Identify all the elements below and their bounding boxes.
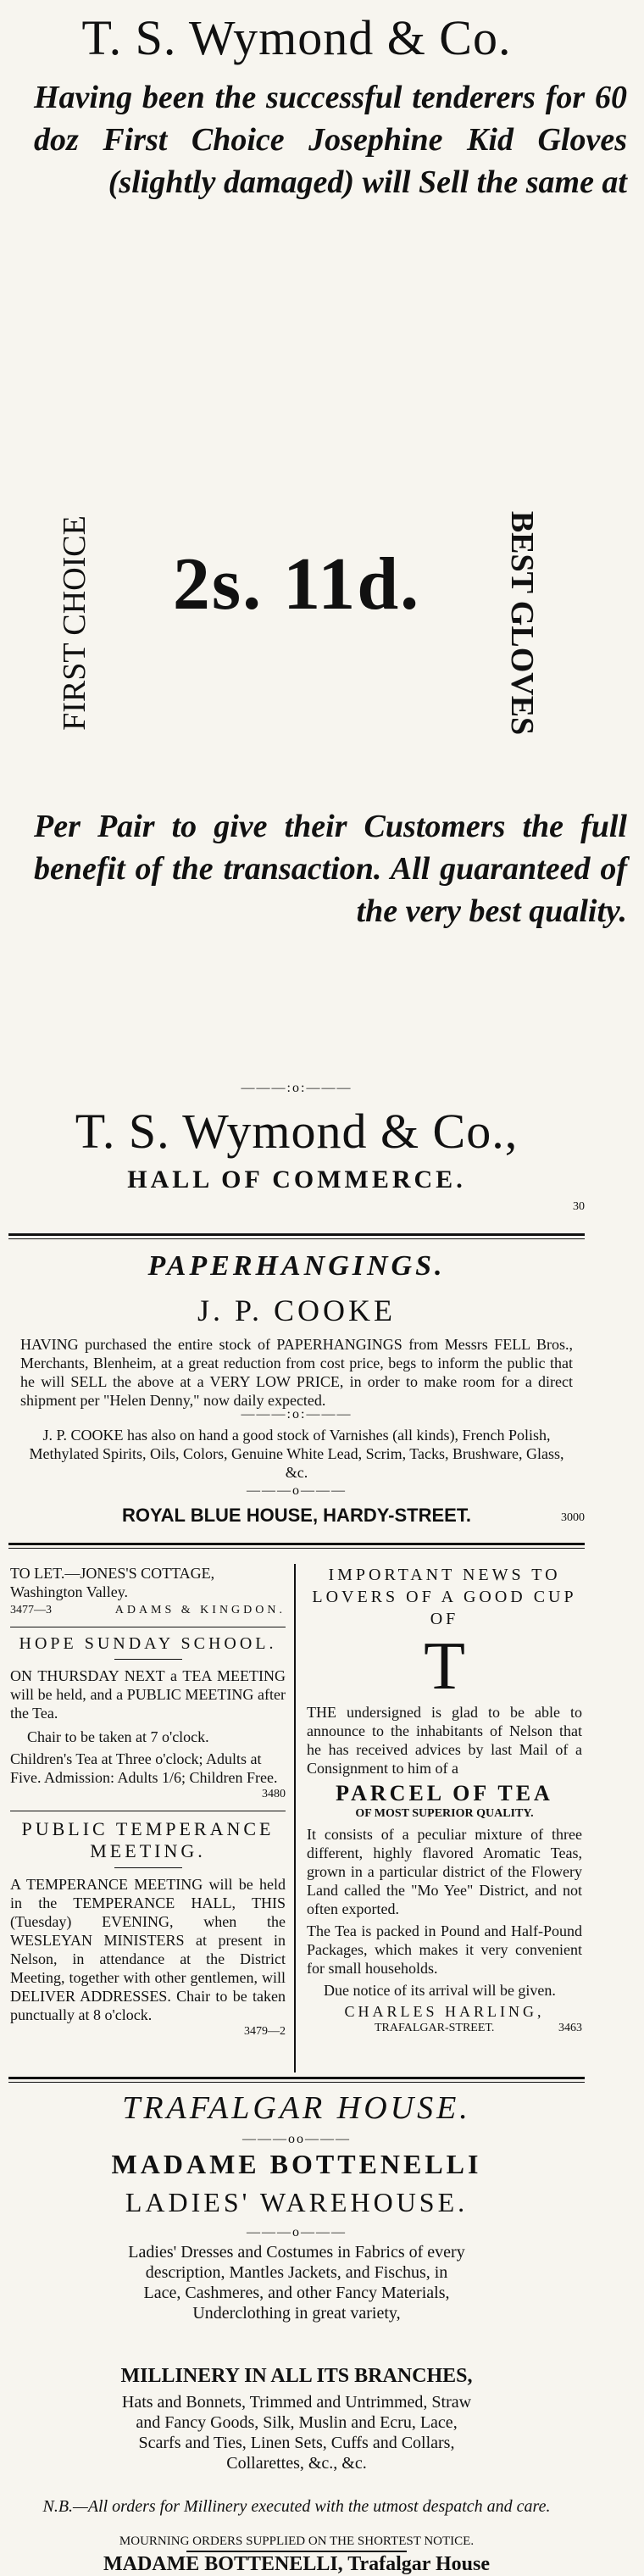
millinery-heading: MILLINERY IN ALL ITS BRANCHES,	[120, 2365, 473, 2387]
side-label-right: BEST GLOVES	[504, 510, 540, 736]
tea-body2: It consists of a peculiar mixture of three different, highly flavored Aromatic Teas, grown in a particular district of the Flowery Land called the "Mo Yee" District, and not often exported.	[307, 1826, 582, 1917]
divider: ———o———	[247, 2225, 347, 2239]
side-label-left: FIRST CHOICE	[57, 515, 92, 731]
wymond-footer-name: T. S. Wymond & Co.,	[75, 1104, 519, 1159]
temperance-title: PUBLIC TEMPERANCE MEETING.	[21, 1818, 275, 1861]
mourning-orders: MOURNING ORDERS SUPPLIED ON THE SHORTEST NOTICE.	[119, 2534, 475, 2548]
ad-ref: 3477—3	[10, 1604, 52, 1616]
tea-quality: OF MOST SUPERIOR QUALITY.	[355, 1807, 534, 1820]
rule	[8, 1233, 585, 1239]
wymond-footer-sub: HALL OF COMMERCE.	[127, 1166, 466, 1193]
paperhangings-para2: J. P. COOKE has also on hand a good stock of Varnishes (all kinds), French Polish, Methylated Spirits, Oils, Colors, Genuine White Lead, Scrim, Tacks, Brushware, Glass, &c.	[29, 1427, 564, 1481]
school-body: ON THURSDAY NEXT a TEA MEETING will be held, and a PUBLIC MEETING after the Tea.	[10, 1667, 286, 1722]
wymond-intro: Having been the successful tenderers for 60 doz First Choice Josephine Kid Gloves (slightly damaged) will Sell the same at	[34, 80, 627, 200]
tea-title: IMPORTANT NEWS TO LOVERS OF A GOOD CUP OF	[312, 1566, 577, 1628]
rule	[8, 1543, 585, 1549]
rule	[186, 2551, 407, 2552]
tea-sig-address: TRAFALGAR-STREET.	[375, 2022, 495, 2034]
tea-big-letter: T	[424, 1629, 465, 1704]
paperhangings-para1: HAVING purchased the entire stock of PAPERHANGINGS from Messrs FELL Bros., Merchants, Blenheim, at a great reduction from cost price, begs to inform the public that he will SELL the above at a VERY LOW PRICE, in order to make room for a direct shipment per "Helen Denny," now daily expected.	[20, 1336, 573, 1409]
bottenelli-name: MADAME BOTTENELLI	[111, 2149, 482, 2179]
trafalgar-footer: MADAME BOTTENELLI, Trafalgar House	[103, 2553, 491, 2575]
tea-body4: Due notice of its arrival will be given.	[324, 1982, 556, 1999]
school-chair: Chair to be taken at 7 o'clock.	[27, 1728, 209, 1745]
tolet-notice: TO LET.—JONES'S COTTAGE, Washington Valley.	[10, 1565, 215, 1600]
school-tea: Children's Tea at Three o'clock; Adults at Five. Admission: Adults 1/6; Children Free.	[10, 1750, 278, 1786]
ad-ref: 30	[573, 1200, 585, 1213]
trafalgar-body2: Hats and Bonnets, Trimmed and Untrimmed, Straw and Fancy Goods, Silk, Muslin and Ecru, Lace, Scarfs and Ties, Linen Sets, Cuffs and Collars, Collarettes, &c., &c.	[121, 2393, 472, 2473]
right-column	[307, 1564, 582, 2036]
ladies-warehouse: LADIES' WAREHOUSE.	[125, 2187, 469, 2217]
tea-body1: THE undersigned is glad to be able to announce to the inhabitants of Nelson that he has received advices by last Mail of a Consignment to him of a	[307, 1704, 582, 1777]
trafalgar-heading: TRAFALGAR HOUSE.	[122, 2090, 471, 2126]
tea-body3: The Tea is packed in Pound and Half-Pound Packages, which makes it very convenient for small households.	[307, 1922, 582, 1977]
glove-price: 2s. 11d.	[172, 543, 421, 626]
divider: ———:o:———	[241, 1081, 353, 1095]
school-title: HOPE SUNDAY SCHOOL.	[19, 1634, 277, 1653]
column-rule	[294, 1564, 296, 2072]
rule	[8, 2077, 585, 2083]
ad-ref: 3480	[262, 1788, 286, 1800]
trafalgar-body1: Ladies' Dresses and Costumes in Fabrics of every description, Mantles Jackets, and Fischus, in Lace, Cashmeres, and other Fancy Materials, Underclothing in great variety,	[128, 2243, 465, 2323]
tea-parcel: PARCEL OF TEA	[336, 1781, 553, 1805]
ad-ref: 3000	[561, 1511, 585, 1524]
divider: ———:o:———	[241, 1407, 353, 1422]
wymond-heading: T. S. Wymond & Co.	[81, 10, 512, 65]
wymond-outro: Per Pair to give their Customers the full benefit of the transaction. All guaranteed of the very best quality.	[34, 809, 627, 929]
divider: ———o———	[247, 1483, 347, 1498]
trafalgar-nb: N.B.—All orders for Millinery executed with the utmost despatch and care.	[42, 2497, 551, 2516]
tolet-agent: ADAMS & KINGDON.	[114, 1604, 286, 1616]
left-column	[10, 1564, 286, 2039]
temperance-body: A TEMPERANCE MEETING will be held in the TEMPERANCE HALL, THIS (Tuesday) EVENING, when the WESLEYAN MINISTERS at present in Nelson, in attendance at the District Meeting, together with other gentlemen, will DELIVER ADDRESSES. Chair to be taken punctually at 8 o'clock.	[10, 1876, 286, 2023]
divider: ———oo———	[242, 2132, 351, 2146]
tea-signature: CHARLES HARLING,	[344, 2003, 545, 2020]
ad-ref: 3463	[558, 2022, 582, 2034]
paperhangings-heading: PAPERHANGINGS.	[147, 1250, 446, 1282]
ad-ref: 3479—2	[244, 2025, 286, 2038]
cooke-name: J. P. COOKE	[197, 1294, 397, 1327]
cooke-address: ROYAL BLUE HOUSE, HARDY-STREET.	[122, 1505, 471, 1526]
